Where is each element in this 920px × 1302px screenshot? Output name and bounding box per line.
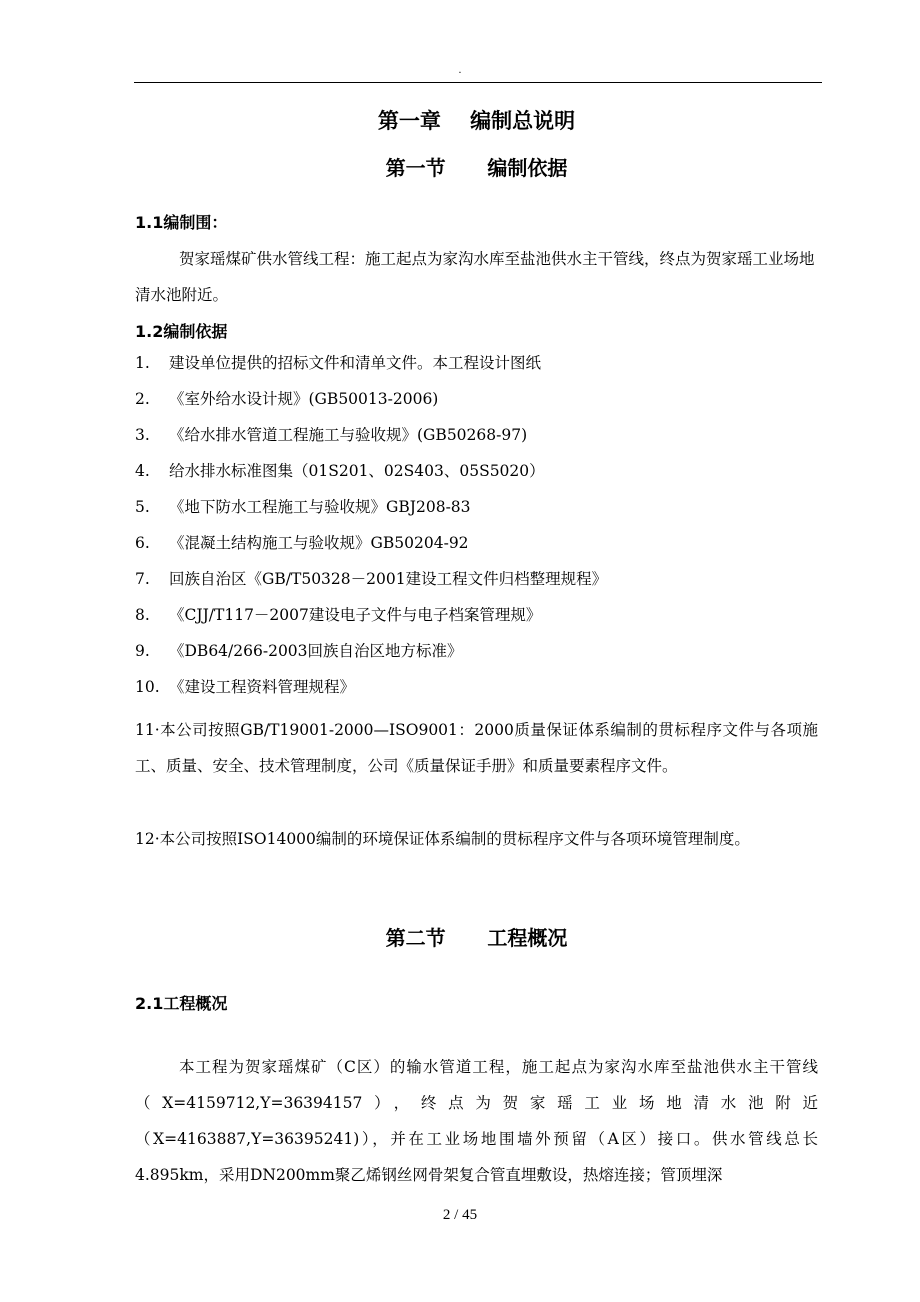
list-item-number: 3. xyxy=(135,426,150,444)
scope-paragraph: 贺家瑶煤矿供水管线工程：施工起点为家沟水库至盐池供水主干管线，终点为贺家瑶工业场地清水池附近。 xyxy=(135,250,815,304)
list-item-text: 《建设工程资料管理规程》 xyxy=(169,678,356,696)
list-item-11: 11·本公司按照GB/T19001-2000—ISO9001：2000质量保证体系编制的贯标程序文件与各项施工、质量、安全、技术管理制度，公司《质量保证手册》和质量要素程序文件。 xyxy=(135,721,818,775)
header-rule xyxy=(134,82,822,83)
list-item-number: 8. xyxy=(135,606,150,624)
list-item xyxy=(135,453,818,489)
list-item-number: 2. xyxy=(135,390,150,408)
list-item-text: 《室外给水设计规》(GB50013-2006) xyxy=(169,390,439,408)
list-item-text: 回族自治区《GB/T50328－2001建设工程文件归档整理规程》 xyxy=(169,570,608,588)
list-item xyxy=(135,561,818,597)
list-item xyxy=(135,345,818,381)
page-number: 2 / 45 xyxy=(442,1207,478,1223)
list-item xyxy=(135,597,818,633)
heading-1-1: 1.1编制围： xyxy=(135,213,228,232)
heading-2-1: 2.1工程概况 xyxy=(135,994,228,1013)
list-item-number: 6. xyxy=(135,534,150,552)
list-item-number: 5. xyxy=(135,498,150,516)
overview-paragraph: 本工程为贺家瑶煤矿（C区）的输水管道工程，施工起点为家沟水库至盐池供水主干管线（X=4159712,Y=36394157），终点为贺家瑶工业场地清水池附近（X=4163887,Y=36395241)），并在工业场地围墙外预留（A区）接口。供水管线总长4.895km，采用DN200mm聚乙烯钢丝网骨架复合管直埋敷设，热熔连接；管顶埋深 xyxy=(135,1058,818,1184)
list-item-number: 9. xyxy=(135,642,150,660)
list-item xyxy=(135,669,818,705)
list-item-number: 10. xyxy=(135,678,160,696)
list-item-number: 4. xyxy=(135,462,150,480)
list-item-text: 《DB64/266-2003回族自治区地方标准》 xyxy=(169,642,463,660)
list-item xyxy=(135,381,818,417)
list-item-text: 《CJJ/T117－2007建设电子文件与电子档案管理规》 xyxy=(169,606,542,624)
list-item xyxy=(135,489,818,525)
list-item-text: 给水排水标准图集（01S201、02S403、05S5020） xyxy=(169,462,545,480)
list-item-text: 《给水排水管道工程施工与验收规》(GB50268-97) xyxy=(169,426,528,444)
list-item-text: 建设单位提供的招标文件和清单文件。本工程设计图纸 xyxy=(169,354,542,372)
section-title-1: 第一节 编制依据 xyxy=(385,156,568,180)
list-item-text: 《混凝土结构施工与验收规》GB50204-92 xyxy=(169,534,469,552)
basis-list xyxy=(135,345,818,705)
list-item-12: 12·本公司按照ISO14000编制的环境保证体系编制的贯标程序文件与各项环境管理制度。 xyxy=(135,830,750,848)
list-item-number: 1. xyxy=(135,354,150,372)
list-item xyxy=(135,633,818,669)
chapter-title: 第一章 编制总说明 xyxy=(377,109,576,133)
list-item-text: 《地下防水工程施工与验收规》GBJ208-83 xyxy=(169,498,471,516)
header-mark: . xyxy=(458,65,462,76)
list-item xyxy=(135,417,818,453)
list-item-number: 7. xyxy=(135,570,150,588)
list-item xyxy=(135,525,818,561)
section-title-2: 第二节 工程概况 xyxy=(385,926,568,950)
heading-1-2: 1.2编制依据 xyxy=(135,322,228,341)
